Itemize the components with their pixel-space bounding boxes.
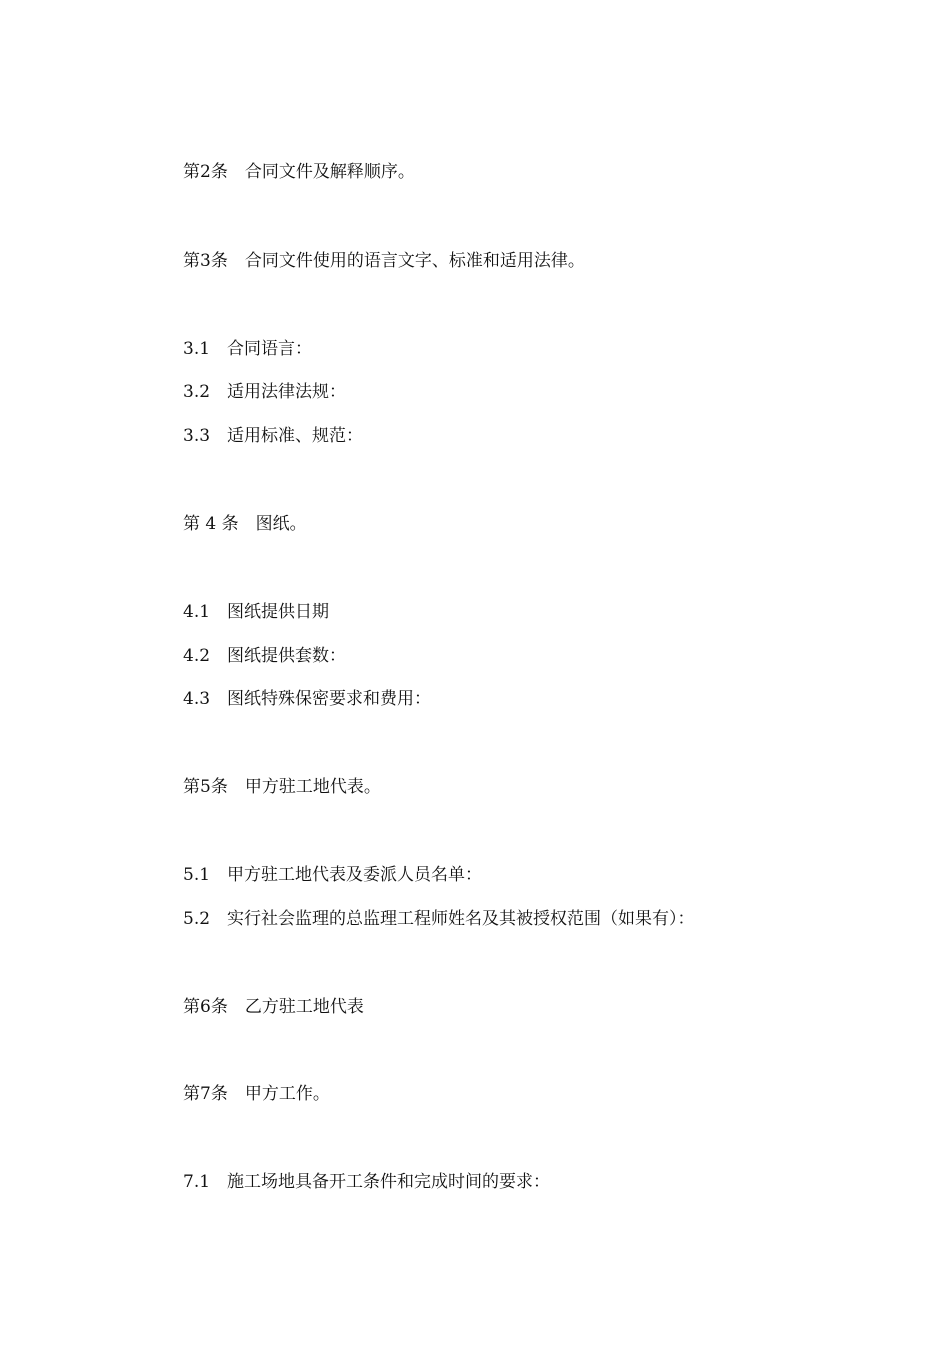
clause-3-1: 3.1 合同语言： — [183, 339, 313, 359]
clause-5-2: 5.2 实行社会监理的总监理工程师姓名及其被授权范围（如果有）： — [183, 909, 695, 929]
clause-5-1: 5.1 甲方驻工地代表及委派人员名单： — [183, 865, 483, 885]
clause-3-2: 3.2 适用法律法规： — [183, 382, 347, 402]
clause-4-3: 4.3 图纸特殊保密要求和费用： — [183, 689, 432, 709]
article-7-heading: 第7条 甲方工作。 — [183, 1084, 330, 1104]
clause-4-1: 4.1 图纸提供日期 — [183, 602, 330, 622]
clause-4-2: 4.2 图纸提供套数： — [183, 646, 347, 666]
article-4-heading: 第 4 条 图纸。 — [183, 514, 307, 534]
article-5-heading: 第5条 甲方驻工地代表。 — [183, 777, 381, 797]
article-3-heading: 第3条 合同文件使用的语言文字、标准和适用法律。 — [183, 251, 585, 271]
article-6-heading: 第6条 乙方驻工地代表 — [183, 997, 364, 1017]
clause-7-1: 7.1 施工场地具备开工条件和完成时间的要求： — [183, 1172, 551, 1192]
article-2-heading: 第2条 合同文件及解释顺序。 — [183, 162, 415, 182]
clause-3-3: 3.3 适用标准、规范： — [183, 426, 364, 446]
